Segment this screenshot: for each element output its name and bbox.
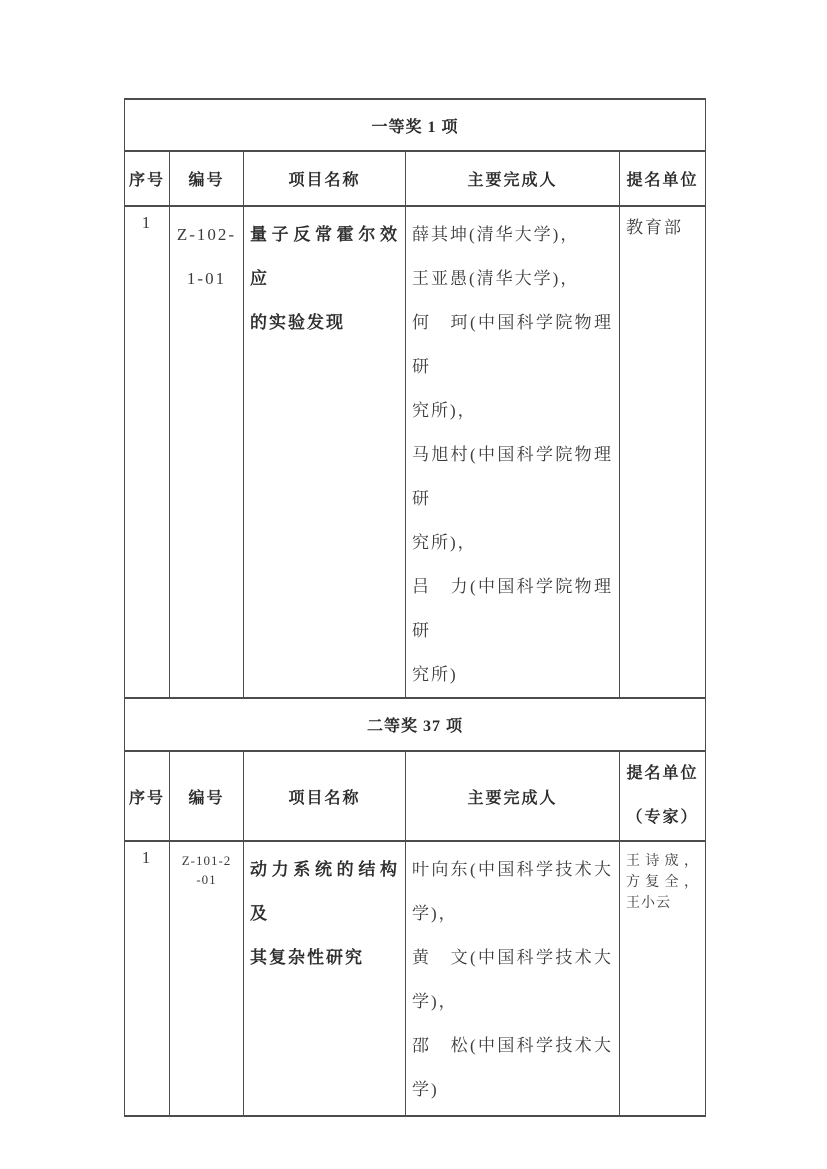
seq-cell: 1 [125, 841, 170, 1116]
code-cell [170, 206, 244, 698]
text-line: 叶向东(中国科学技术大 [412, 860, 613, 879]
text-line: 其复杂性研究 [250, 948, 364, 967]
text-line: Z-102- [176, 225, 237, 244]
table-row [125, 841, 706, 1116]
awards-table [124, 98, 706, 1117]
code-cell [170, 841, 244, 1116]
text-line: 动力系统的结构及 [250, 860, 399, 923]
section-title-row [125, 99, 706, 151]
section-title-first-prize: 一等奖 1 项 [125, 99, 706, 151]
column-header-row [125, 751, 706, 841]
col-header-name: 项目名称 [244, 751, 406, 841]
col-header-org: 提名单位 [620, 151, 706, 206]
project-name-cell [244, 841, 406, 1116]
col-header-name: 项目名称 [244, 151, 406, 206]
col-header-people: 主要完成人 [406, 151, 620, 206]
col-header-seq: 序号 [125, 151, 170, 206]
text-line: 马旭村(中国科学院物理研 [412, 445, 613, 508]
text-line: 学)， [412, 904, 458, 923]
nominator-cell [620, 206, 706, 698]
section-title-second-prize: 二等奖 37 项 [125, 698, 706, 751]
org-header-subline: （专家） [626, 809, 699, 826]
text-line: 学)， [412, 992, 458, 1011]
column-header-row [125, 151, 706, 206]
org-header-line: 提名单位 [626, 765, 699, 782]
nominator-cell [620, 841, 706, 1116]
col-header-seq: 序号 [125, 751, 170, 841]
text-line: 究所)， [412, 533, 477, 552]
table-row [125, 206, 706, 698]
completers-cell [406, 841, 620, 1116]
completers-cell [406, 206, 620, 698]
text-line: 方复全， [626, 875, 700, 890]
text-line: 何 珂(中国科学院物理研 [412, 313, 613, 376]
text-line: 教育部 [626, 218, 683, 237]
text-line: 王亚愚(清华大学)， [412, 269, 580, 288]
text-line: 的实验发现 [250, 313, 345, 332]
text-line: 量子反常霍尔效应 [250, 225, 399, 288]
text-line: 薛其坤(清华大学)， [412, 225, 580, 244]
col-header-org-expert [620, 751, 706, 841]
text-line: Z-101-2 [181, 853, 232, 868]
text-line: 王小云 [626, 896, 671, 911]
text-line: 吕 力(中国科学院物理研 [412, 577, 613, 640]
seq-cell: 1 [125, 206, 170, 698]
col-header-code: 编号 [170, 751, 244, 841]
text-line: 究所) [412, 665, 458, 684]
col-header-people: 主要完成人 [406, 751, 620, 841]
text-line: 1-01 [186, 269, 227, 288]
text-line: 黄 文(中国科学技术大 [412, 948, 613, 967]
section-title-row [125, 698, 706, 751]
project-name-cell [244, 206, 406, 698]
text-line: 邵 松(中国科学技术大 [412, 1036, 613, 1055]
text-line: 究所)， [412, 401, 477, 420]
text-line: -01 [196, 872, 217, 887]
text-line: 学) [412, 1080, 439, 1099]
col-header-code: 编号 [170, 151, 244, 206]
text-line: 王诗宬， [626, 854, 700, 869]
